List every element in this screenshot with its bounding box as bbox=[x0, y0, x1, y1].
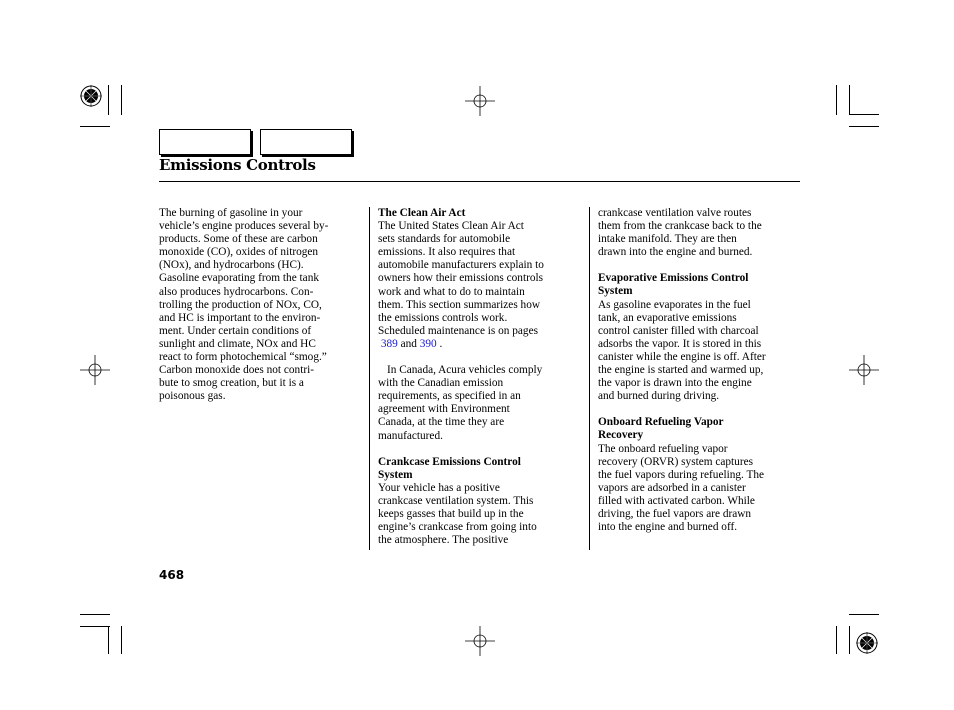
title-rule bbox=[159, 181, 800, 182]
body-text-line: adsorbs the vapor. It is stored in this bbox=[598, 337, 762, 350]
registration-rosette-icon bbox=[80, 85, 102, 107]
column-1 bbox=[159, 207, 364, 403]
body-text-line: filled with activated carbon. While bbox=[598, 494, 755, 507]
body-text-line: crankcase ventilation valve routes bbox=[598, 207, 752, 219]
page-link-389[interactable]: 389 bbox=[380, 337, 398, 350]
body-text-line: trolling the production of NOx, CO, bbox=[159, 298, 322, 311]
body-text-line: with the Canadian emission bbox=[378, 377, 504, 390]
body-text-line: recovery (ORVR) system captures bbox=[598, 455, 754, 468]
body-text-line: The onboard refueling vapor bbox=[598, 442, 728, 455]
body-text-line: emissions. It also requires that bbox=[378, 246, 516, 259]
body-text-line: vapors are adsorbed in a canister bbox=[598, 481, 746, 494]
page-title: Emissions Controls bbox=[159, 156, 316, 174]
body-text-line: Canada, at the time they are bbox=[378, 416, 505, 429]
registration-rosette-icon bbox=[856, 632, 878, 654]
crankcase-heading-cont: System bbox=[378, 468, 413, 481]
maintenance-page-links: 389 and 390 . bbox=[380, 337, 443, 350]
evap-heading-cont: System bbox=[598, 285, 633, 298]
body-text-line: bute to smog creation, but it is a bbox=[159, 377, 304, 390]
body-text-line: requirements, as specified in an bbox=[378, 390, 521, 403]
body-text-line: them from the crankcase back to the bbox=[598, 220, 762, 233]
body-text-line: Your vehicle has a positive bbox=[378, 481, 500, 494]
body-text-line: In Canada, Acura vehicles comply bbox=[387, 364, 543, 377]
body-text-line: work and what to do to maintain bbox=[378, 285, 525, 298]
body-text-line: intake manifold. They are then bbox=[598, 233, 737, 246]
body-text-line: crankcase ventilation system. This bbox=[378, 494, 534, 507]
crosshair-icon bbox=[465, 86, 495, 116]
body-text-line: The burning of gasoline in your bbox=[159, 207, 303, 219]
body-text-line: the engine is started and warmed up, bbox=[598, 364, 764, 377]
body-text-line: sunlight and climate, NOx and HC bbox=[159, 337, 316, 350]
body-text-line: drawn into the engine and burned. bbox=[598, 246, 753, 259]
body-text-line: also produces hydrocarbons. Con- bbox=[159, 285, 314, 298]
orvr-heading: Onboard Refueling Vapor bbox=[598, 416, 724, 429]
body-text-line: vehicle’s engine produces several by- bbox=[159, 220, 329, 233]
body-text-line: control canister filled with charcoal bbox=[598, 324, 759, 337]
column-3 bbox=[598, 207, 803, 534]
body-text-line: driving, the fuel vapors are drawn bbox=[598, 507, 752, 520]
nav-button-main-menu[interactable] bbox=[159, 129, 251, 155]
body-text-line: automobile manufacturers explain to bbox=[378, 259, 544, 272]
body-text-line: manufactured. bbox=[378, 429, 443, 442]
body-text-line: keeps gasses that build up in the bbox=[378, 507, 524, 520]
body-text-line: and burned during driving. bbox=[598, 390, 720, 403]
body-text-line: canister while the engine is off. After bbox=[598, 350, 766, 363]
body-text-line: (NOx), and hydrocarbons (HC). bbox=[159, 259, 304, 272]
crosshair-icon bbox=[849, 355, 879, 385]
body-text-line: them. This section summarizes how bbox=[378, 298, 541, 311]
crosshair-icon bbox=[465, 626, 495, 656]
crankcase-heading: Crankcase Emissions Control bbox=[378, 455, 521, 468]
body-text-line: agreement with Environment bbox=[378, 403, 510, 416]
body-text-line: poisonous gas. bbox=[159, 390, 226, 403]
body-text-line: into the engine and burned off. bbox=[598, 521, 738, 534]
body-text-line: The United States Clean Air Act bbox=[378, 220, 524, 233]
body-text-line: the atmosphere. The positive bbox=[378, 534, 509, 547]
page-link-390[interactable]: 390 bbox=[419, 337, 437, 350]
body-text-line: ment. Under certain conditions of bbox=[159, 324, 312, 337]
body-text-line: Carbon monoxide does not contri- bbox=[159, 364, 314, 377]
crosshair-icon bbox=[80, 355, 110, 385]
page-number: 468 bbox=[159, 568, 185, 582]
clean-air-act-heading: The Clean Air Act bbox=[378, 207, 466, 219]
column-2 bbox=[378, 207, 583, 547]
body-text-line: sets standards for automobile bbox=[378, 233, 511, 246]
nav-button-table-of-contents[interactable] bbox=[260, 129, 352, 155]
body-text-line: monoxide (CO), oxides of nitrogen bbox=[159, 246, 319, 259]
evap-heading: Evaporative Emissions Control bbox=[598, 272, 749, 285]
body-text-line: owners how their emissions controls bbox=[378, 272, 544, 285]
body-text-line: tank, an evaporative emissions bbox=[598, 311, 737, 324]
column-divider bbox=[369, 207, 370, 550]
body-text-line: the fuel vapors during refueling. The bbox=[598, 468, 765, 481]
body-text-line: the vapor is drawn into the engine bbox=[598, 377, 752, 390]
body-text-line: engine’s crankcase from going into bbox=[378, 521, 537, 534]
column-divider bbox=[589, 207, 590, 550]
body-text-line: products. Some of these are carbon bbox=[159, 233, 318, 246]
body-text-line: the emissions controls work. bbox=[378, 311, 508, 324]
body-text-line: As gasoline evaporates in the fuel bbox=[598, 298, 751, 311]
body-text-line: Scheduled maintenance is on pages bbox=[378, 324, 538, 337]
body-text-line: react to form photochemical “smog.” bbox=[159, 351, 327, 364]
orvr-heading-cont: Recovery bbox=[598, 429, 644, 442]
body-text-line: and HC is important to the environ- bbox=[159, 311, 321, 324]
body-text-line: Gasoline evaporating from the tank bbox=[159, 272, 319, 285]
